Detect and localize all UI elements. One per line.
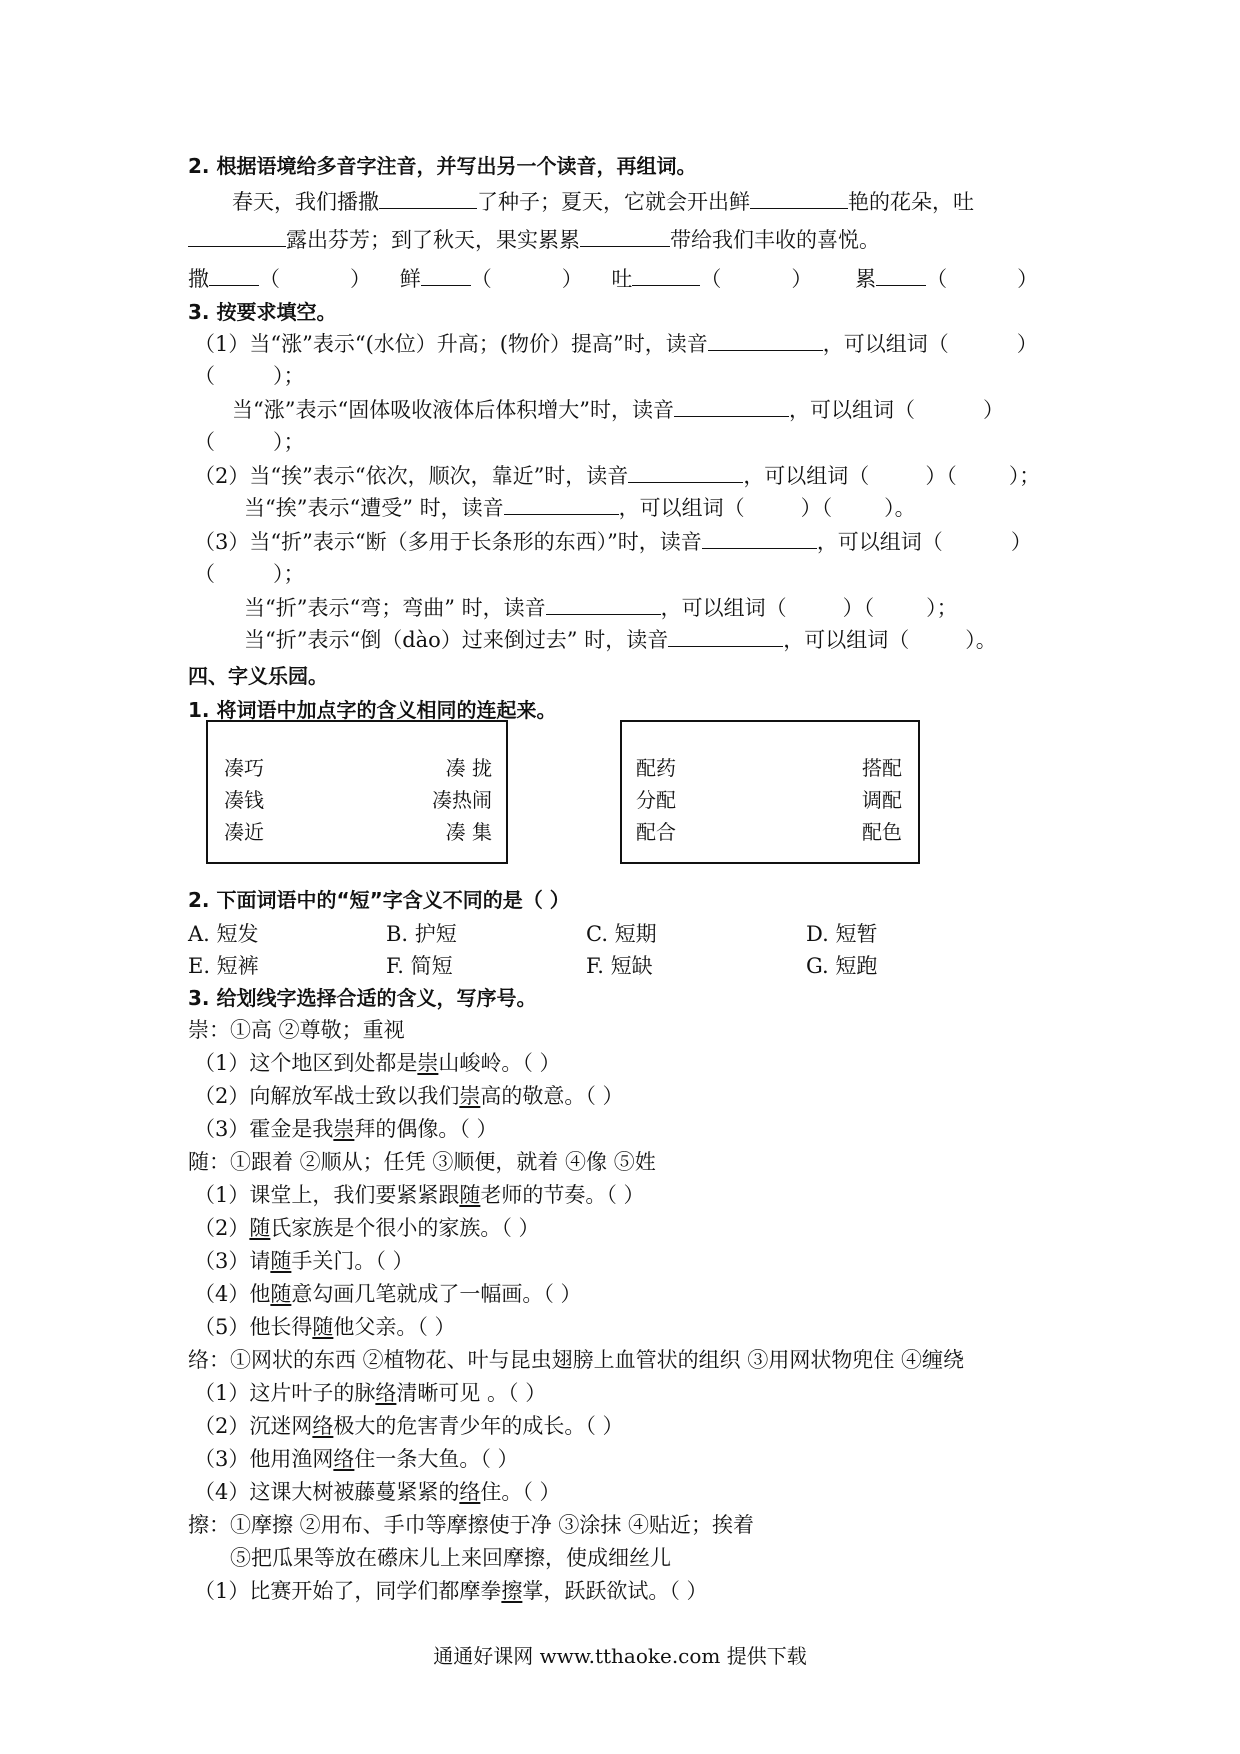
pinyin-blank[interactable]: [209, 265, 259, 286]
text: ，可以组词（: [783, 628, 910, 652]
page-footer: 通通好课网 www.tthaoke.com 提供下载: [433, 1644, 807, 1668]
text: ，可以组词（: [618, 496, 745, 520]
pinyin-blank[interactable]: [674, 396, 789, 417]
match-left-item[interactable]: 配合: [636, 820, 676, 844]
option-f[interactable]: F. 简短: [386, 954, 453, 978]
underlined-char: 崇: [459, 1084, 481, 1108]
text: 住一条大鱼。（ ）: [354, 1447, 519, 1471]
match-right-item[interactable]: 搭配: [862, 756, 902, 780]
text: 高的敬意。（ ）: [480, 1084, 624, 1108]
text: 艳的花朵，吐: [848, 190, 974, 214]
text: 春天，我们播撒: [232, 190, 379, 214]
fill-line-5: [194, 462, 1040, 490]
text: （1）这片叶子的脉: [194, 1381, 376, 1405]
option-g[interactable]: G. 短跑: [806, 954, 878, 978]
paren: ）；: [1008, 464, 1041, 488]
underlined-char: 络: [375, 1381, 397, 1405]
paren: ）。: [884, 496, 916, 520]
paren: ）。: [965, 628, 997, 652]
paren: （: [700, 267, 722, 291]
text: （1）当“涨”表示“(水位）升高；(物价）提高”时，读音: [194, 332, 708, 356]
pinyin-blank[interactable]: [632, 265, 700, 286]
definition-luo: 络：①网状的东西 ②植物花、叶与昆虫翅膀上血管状的组织 ③用网状物兜住 ④缠绕: [188, 1348, 965, 1372]
matching-box-cou: [206, 720, 508, 864]
text: （3）霍金是我: [194, 1117, 334, 1141]
underlined-char: 络: [312, 1414, 334, 1438]
paren: ）: [561, 267, 583, 291]
question-luo-2: [194, 1412, 624, 1440]
paren: ）: [350, 267, 371, 291]
text: 当“折”表示“倒（dào）过来倒过去” 时，读音: [244, 628, 669, 652]
pinyin-blank[interactable]: [546, 594, 661, 615]
question-sui-2: [194, 1214, 540, 1242]
text: 露出芬芳；到了秋天，果实累累: [286, 228, 580, 252]
paren: ）；: [273, 430, 305, 454]
text: 拜的偶像。（ ）: [354, 1117, 498, 1141]
paren: ）；: [926, 596, 958, 620]
text: 当“挨”表示“遭受” 时，读音: [244, 496, 504, 520]
fill-line-10: [244, 626, 997, 654]
pinyin-blank[interactable]: [628, 462, 743, 483]
option-b[interactable]: B. 护短: [386, 922, 457, 946]
char-sa: 撒: [188, 267, 209, 291]
paren: （: [194, 562, 215, 586]
text: 当“折”表示“弯；弯曲” 时，读音: [244, 596, 546, 620]
text: ，可以组词（: [788, 398, 915, 422]
match-right-item[interactable]: 配色: [862, 820, 902, 844]
paren: ）（: [842, 596, 875, 620]
text: （3）当“折”表示“断（多用于长条形的东西）”时，读音: [194, 530, 702, 554]
text: ，可以组词（: [822, 332, 949, 356]
text: 老师的节奏。（ ）: [480, 1183, 645, 1207]
section-2-title: 2. 根据语境给多音字注音，并写出另一个读音，再组词。: [188, 154, 697, 178]
question-ca-1: [194, 1577, 708, 1605]
text: （1）这个地区到处都是: [194, 1051, 418, 1075]
question-sui-3: [194, 1247, 414, 1275]
option-a[interactable]: A. 短发: [188, 922, 259, 946]
paren: ）（: [800, 496, 833, 520]
answer-blank[interactable]: [750, 188, 848, 209]
matching-box-pei: [620, 720, 920, 864]
underlined-char: 随: [270, 1282, 292, 1306]
pinyin-blank[interactable]: [876, 265, 926, 286]
underlined-char: 擦: [501, 1579, 523, 1603]
definition-chong: 崇：①高 ②尊敬；重视: [188, 1018, 405, 1042]
underlined-char: 崇: [333, 1117, 355, 1141]
text: 极大的危害青少年的成长。（ ）: [333, 1414, 624, 1438]
pinyin-blank[interactable]: [421, 265, 471, 286]
text: （5）他长得: [194, 1315, 313, 1339]
paren: （: [194, 364, 215, 388]
match-left-item[interactable]: 凑钱: [224, 788, 264, 812]
question-luo-1: [194, 1379, 546, 1407]
paren: ）；: [273, 562, 305, 586]
char-xian: 鲜: [399, 267, 421, 291]
text: （2）: [194, 1216, 250, 1240]
question-sui-5: [194, 1313, 456, 1341]
fill-line-7: [194, 528, 1032, 556]
text: ，可以组词（: [660, 596, 787, 620]
paren: ）: [982, 398, 1004, 422]
definition-sui: 随：①跟着 ②顺从；任凭 ③顺便，就着 ④像 ⑤姓: [188, 1150, 656, 1174]
match-right-item[interactable]: 凑 拢: [445, 756, 492, 780]
text: 了种子；夏天，它就会开出鲜: [477, 190, 750, 214]
option-d[interactable]: D. 短暂: [806, 922, 878, 946]
match-right-item[interactable]: 调配: [862, 788, 902, 812]
text: （4）他: [194, 1282, 271, 1306]
fill-line-1: [194, 330, 1038, 358]
text: 氏家族是个很小的家族。（ ）: [270, 1216, 540, 1240]
match-left-item[interactable]: 配药: [636, 756, 676, 780]
char-lei: 累: [855, 267, 877, 291]
definition-ca-line-2: ⑤把瓜果等放在礤床儿上来回摩擦，使成细丝儿: [230, 1546, 671, 1570]
paren: ）（: [925, 464, 957, 488]
match-left-item[interactable]: 凑巧: [224, 756, 264, 780]
fill-line-6: [244, 494, 916, 522]
underlined-char: 随: [249, 1216, 271, 1240]
question-luo-3: [194, 1445, 519, 1473]
polyphone-answer-row: [188, 265, 1038, 293]
text: 他父亲。（ ）: [333, 1315, 456, 1339]
text: ，可以组词（: [816, 530, 943, 554]
text: 手关门。（ ）: [291, 1249, 414, 1273]
paren: （: [926, 267, 948, 291]
section-4-heading: 四、字义乐园。: [188, 664, 328, 688]
text: （1）比赛开始了，同学们都摩拳: [194, 1579, 502, 1603]
question-chong-2: [194, 1082, 624, 1110]
text: （3）请: [194, 1249, 271, 1273]
text: （2）向解放军战士致以我们: [194, 1084, 460, 1108]
underlined-char: 络: [333, 1447, 355, 1471]
match-right-item[interactable]: 凑热闹: [432, 788, 492, 812]
text: （4）这课大树被藤蔓紧紧的: [194, 1480, 460, 1504]
option-e[interactable]: E. 短裤: [188, 954, 259, 978]
text: 住。（ ）: [480, 1480, 561, 1504]
match-right-item[interactable]: 凑 集: [445, 820, 492, 844]
underlined-char: 随: [312, 1315, 334, 1339]
pinyin-blank[interactable]: [668, 626, 783, 647]
text: 意勾画几笔就成了一幅画。（ ）: [291, 1282, 582, 1306]
text: 清晰可见 。（ ）: [396, 1381, 547, 1405]
question-chong-3: [194, 1115, 498, 1143]
paren: （: [470, 267, 492, 291]
section-3-title: 3. 按要求填空。: [188, 300, 337, 324]
q3-title: 3. 给划线字选择合适的含义，写序号。: [188, 986, 537, 1010]
fill-line-3: [232, 396, 1004, 424]
pinyin-blank[interactable]: [504, 494, 619, 515]
match-left-item[interactable]: 分配: [636, 788, 676, 812]
paren: ）: [1016, 332, 1038, 356]
text: （1）课堂上，我们要紧紧跟: [194, 1183, 460, 1207]
fill-line-9: [244, 594, 958, 622]
paren: （: [194, 430, 215, 454]
paren: （: [259, 267, 280, 291]
text: 山峻岭。（ ）: [438, 1051, 561, 1075]
section-2-paragraph-line-2: [188, 226, 880, 254]
option-c[interactable]: C. 短期: [586, 922, 657, 946]
fill-line-8: [194, 560, 305, 588]
underlined-char: 随: [270, 1249, 292, 1273]
paren: ）: [1010, 530, 1032, 554]
paren: ）: [791, 267, 813, 291]
question-chong-1: [194, 1049, 561, 1077]
answer-blank[interactable]: [580, 226, 670, 247]
option-f2[interactable]: F. 短缺: [586, 954, 653, 978]
paren: ）；: [273, 364, 305, 388]
section-2-paragraph-line-1: [232, 188, 974, 216]
text: 掌，跃跃欲试。（ ）: [522, 1579, 708, 1603]
match-left-item[interactable]: 凑近: [224, 820, 264, 844]
fill-line-2: [194, 362, 305, 390]
q1-title: 1. 将词语中加点字的含义相同的连起来。: [188, 698, 557, 722]
q2-title: 2. 下面词语中的“短”字含义不同的是（ ）: [188, 888, 570, 912]
text: （2）当“挨”表示“依次，顺次，靠近”时，读音: [194, 464, 629, 488]
definition-ca-line-1: 擦：①摩擦 ②用布、手巾等摩擦使于净 ③涂抹 ④贴近；挨着: [188, 1513, 755, 1537]
paren: ）: [1017, 267, 1039, 291]
text: 当“涨”表示“固体吸收液体后体积增大”时，读音: [232, 398, 674, 422]
underlined-char: 崇: [417, 1051, 439, 1075]
answer-blank[interactable]: [379, 188, 477, 209]
underlined-char: 络: [459, 1480, 481, 1504]
text: ，可以组词（: [743, 464, 870, 488]
char-tu: 吐: [611, 267, 633, 291]
underlined-char: 随: [459, 1183, 481, 1207]
question-sui-4: [194, 1280, 582, 1308]
pinyin-blank[interactable]: [708, 330, 823, 351]
text: （3）他用渔网: [194, 1447, 334, 1471]
text: （2）沉迷网: [194, 1414, 313, 1438]
fill-line-4: [194, 428, 305, 456]
question-luo-4: [194, 1478, 561, 1506]
text: 带给我们丰收的喜悦。: [670, 228, 880, 252]
pinyin-blank[interactable]: [702, 528, 817, 549]
question-sui-1: [194, 1181, 645, 1209]
answer-blank[interactable]: [188, 226, 286, 247]
